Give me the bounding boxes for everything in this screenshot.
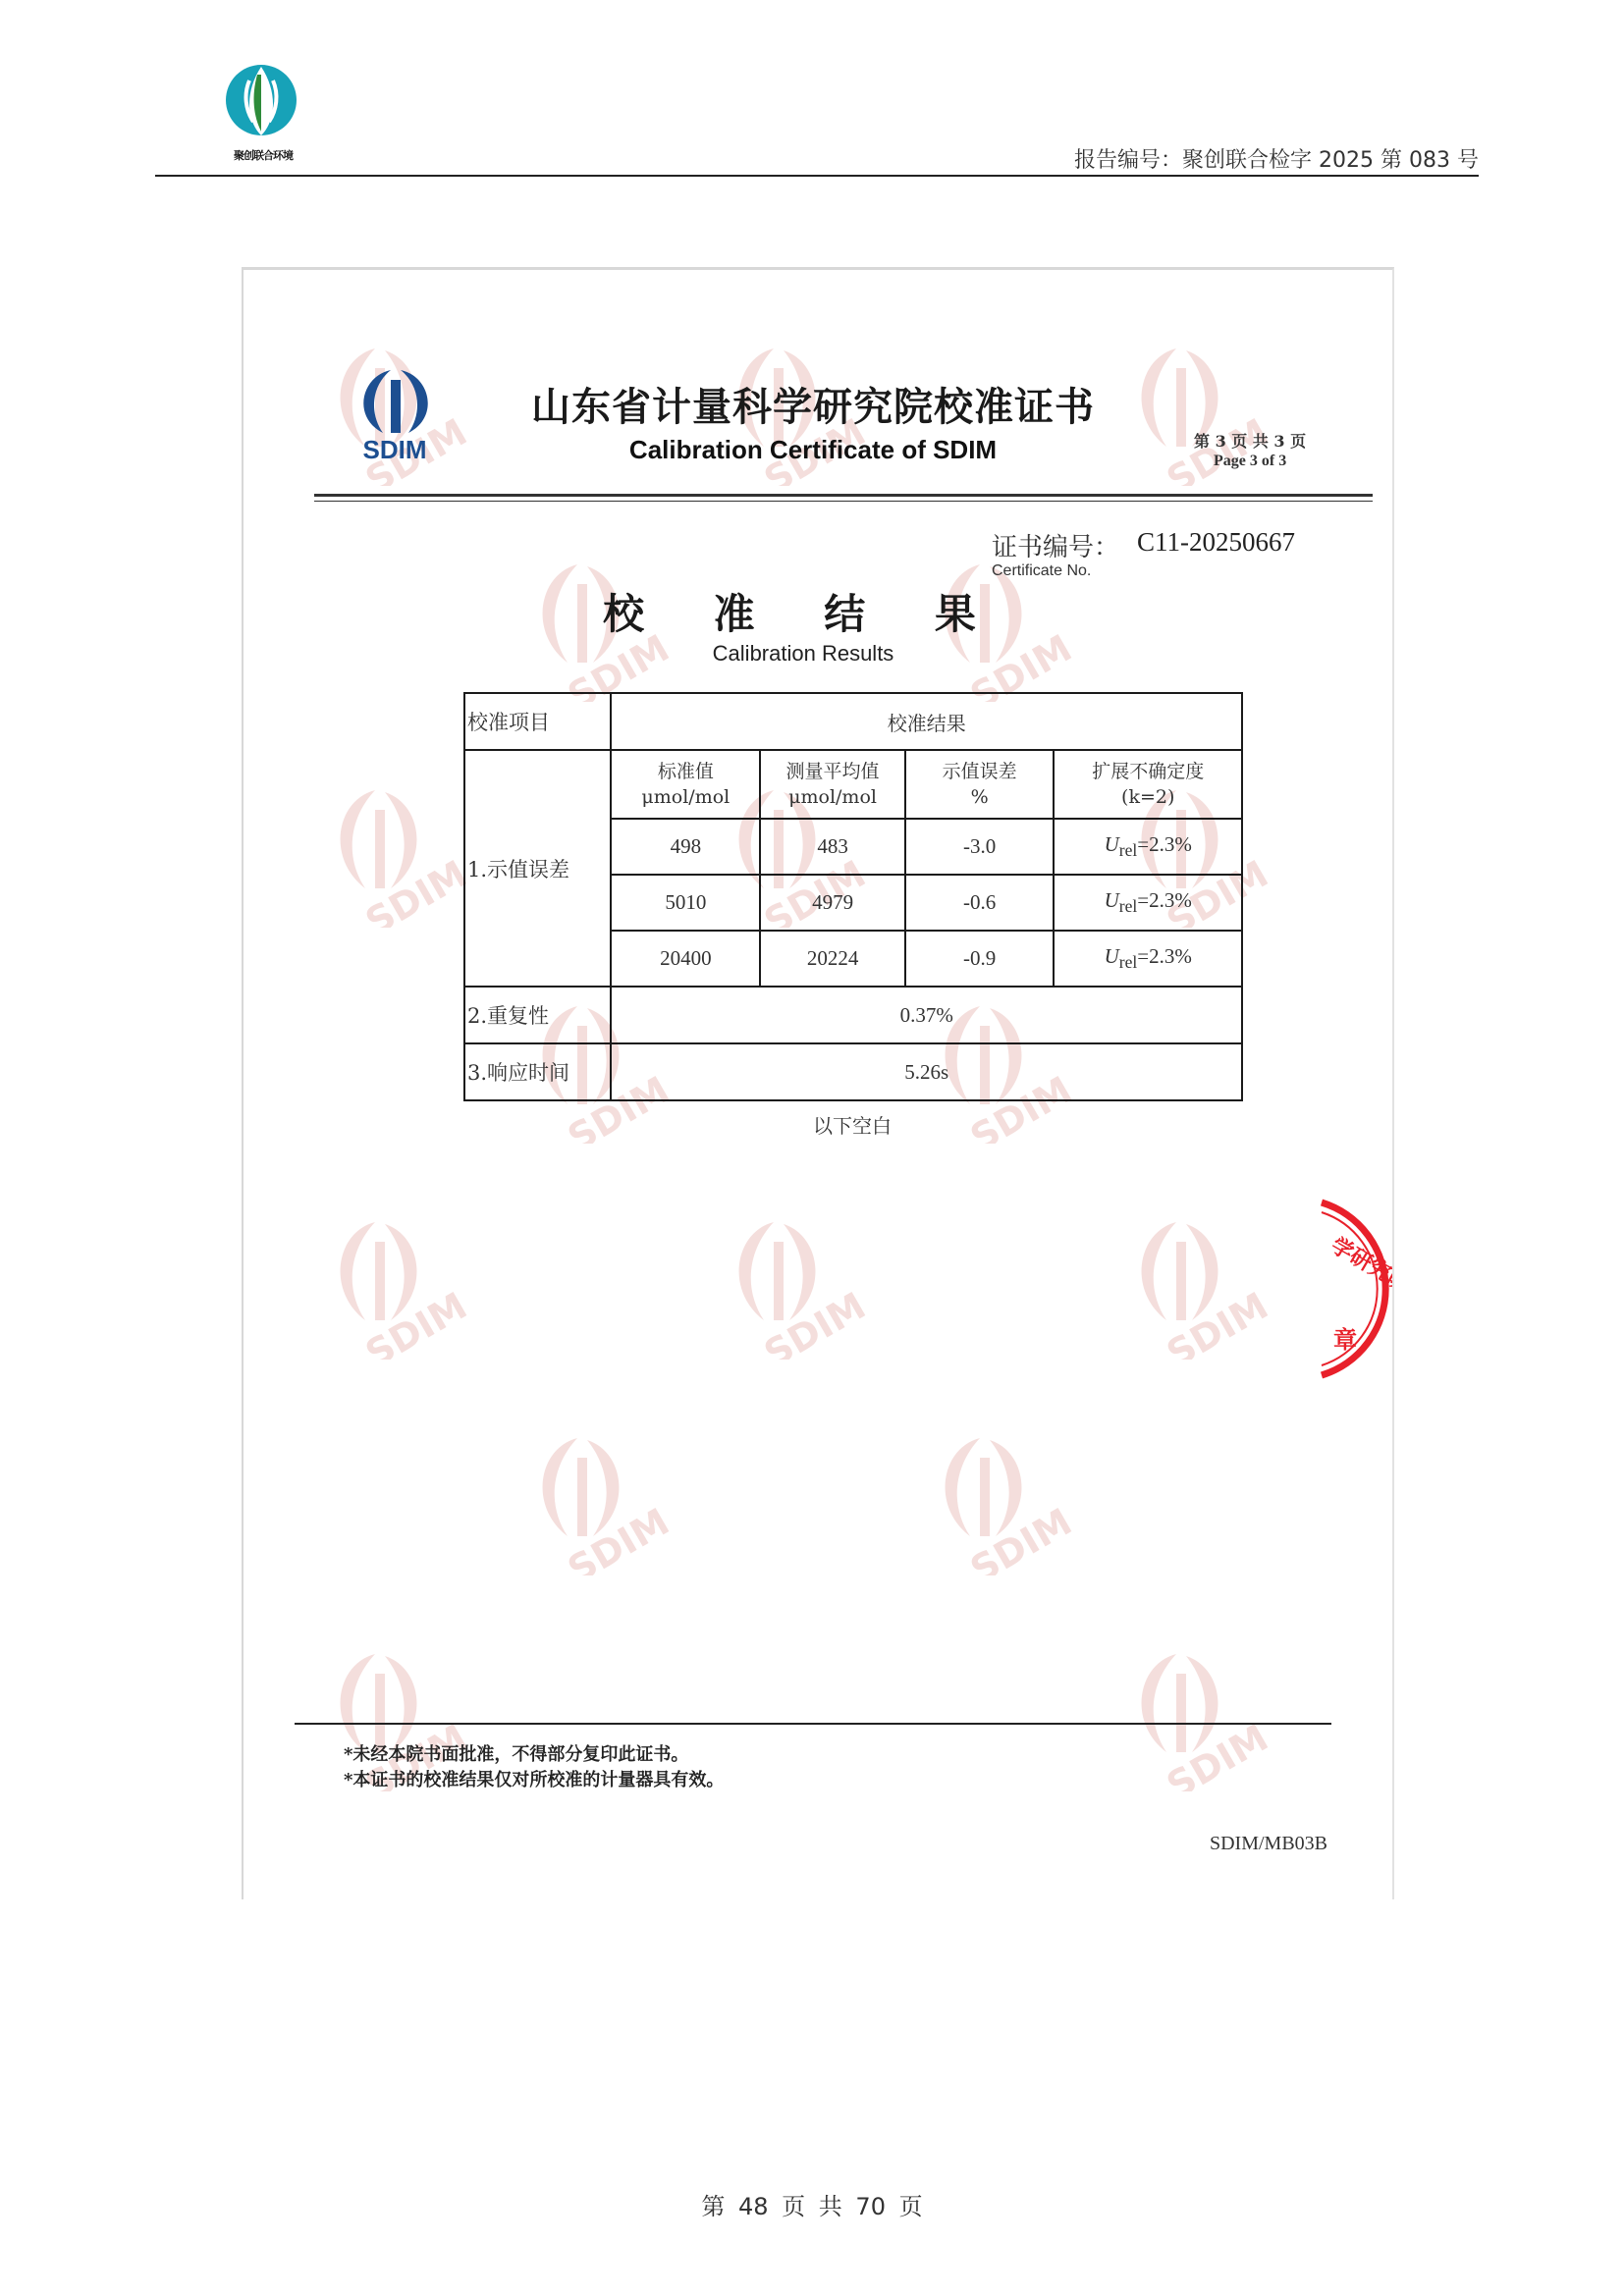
uncertainty-cell: $U_{rel}=2.3\%$: [1054, 931, 1242, 987]
uncertainty-cell: $U_{rel}=2.3\%$: [1054, 875, 1242, 931]
repeatability-value: 0.37%: [611, 987, 1242, 1043]
svg-text:学研究院: 学研究院: [1326, 1232, 1415, 1299]
certificate-number-label-en: Certificate No.: [992, 562, 1092, 579]
footnote-copy-restriction: *未经本院书面批准，不得部分复印此证书。: [344, 1744, 689, 1765]
mean-value-cell: 483: [760, 819, 905, 875]
header-divider: [155, 175, 1479, 177]
page-footer: 第 48 页 共 70 页: [701, 2193, 923, 2220]
mean-value-cell: 4979: [760, 875, 905, 931]
form-number: SDIM/MB03B: [1209, 1833, 1327, 1854]
certificate-header-rule-thin: [314, 501, 1373, 502]
sdim-logo: [348, 364, 442, 462]
subheader-indication-error: 示值误差 %: [905, 750, 1054, 819]
certificate-number-label: 证书编号：: [992, 533, 1120, 562]
certificate-header-rule: [314, 494, 1373, 497]
error-cell: -0.6: [905, 875, 1054, 931]
results-title-cn: 校 准 结 果: [603, 590, 1003, 638]
sdim-watermark: [1108, 1212, 1294, 1360]
sdim-watermark: [705, 1212, 892, 1360]
sdim-logo-text: SDIM: [362, 435, 427, 462]
certificate-page-cn: 第 3 页 共 3 页: [1194, 432, 1307, 451]
certificate-title-en: Calibration Certificate of SDIM: [628, 435, 998, 464]
results-title-en: Calibration Results: [712, 641, 894, 666]
mean-value-cell: 20224: [760, 931, 905, 987]
certificate-page-en: Page 3 of 3: [1214, 453, 1287, 469]
blank-below-note: 以下空白: [813, 1114, 892, 1138]
svg-text:章: 章: [1333, 1325, 1357, 1354]
table-header-row: [464, 693, 1242, 750]
report-number: 报告编号：聚创联合检字 2025 第 083 号: [1074, 148, 1479, 173]
table-row: [464, 987, 1242, 1043]
table-subheader-row: [464, 750, 1242, 819]
item-indication-error: 1.示值误差: [464, 750, 611, 987]
table-row: [464, 1043, 1242, 1100]
error-cell: -0.9: [905, 931, 1054, 987]
sdim-watermark: [509, 1428, 695, 1575]
subheader-standard-value: 标准值 μmol/mol: [611, 750, 760, 819]
calibration-certificate: [242, 267, 1415, 1899]
header-calibration-item: 校准项目: [464, 693, 611, 750]
official-seal: [1314, 1191, 1415, 1387]
subheader-mean-value: 测量平均值 μmol/mol: [760, 750, 905, 819]
sdim-watermark: [306, 1212, 493, 1360]
item-repeatability: 2.重复性: [464, 987, 611, 1043]
certificate-title-cn: 山东省计量科学研究院校准证书: [531, 384, 1095, 430]
header-calibration-result: 校准结果: [611, 693, 1242, 750]
certificate-number: C11-20250667: [1137, 527, 1295, 557]
item-response-time: 3.响应时间: [464, 1043, 611, 1100]
standard-value-cell: 5010: [611, 875, 760, 931]
footnote-validity: *本证书的校准结果仅对所校准的计量器具有效。: [344, 1770, 725, 1790]
sdim-watermark: [1108, 1644, 1294, 1791]
subheader-expanded-uncertainty: 扩展不确定度 (k=2): [1054, 750, 1242, 819]
standard-value-cell: 20400: [611, 931, 760, 987]
uncertainty-cell: $U_{rel}=2.3\%$: [1054, 819, 1242, 875]
sdim-watermark: [911, 1428, 1098, 1575]
response-time-value: 5.26s: [611, 1043, 1242, 1100]
report-logo-icon: [206, 61, 316, 149]
report-logo-text: 聚创联合环境: [234, 149, 293, 162]
footer-divider: [295, 1723, 1331, 1725]
error-cell: -3.0: [905, 819, 1054, 875]
standard-value-cell: 498: [611, 819, 760, 875]
calibration-results-table: [463, 692, 1243, 1101]
